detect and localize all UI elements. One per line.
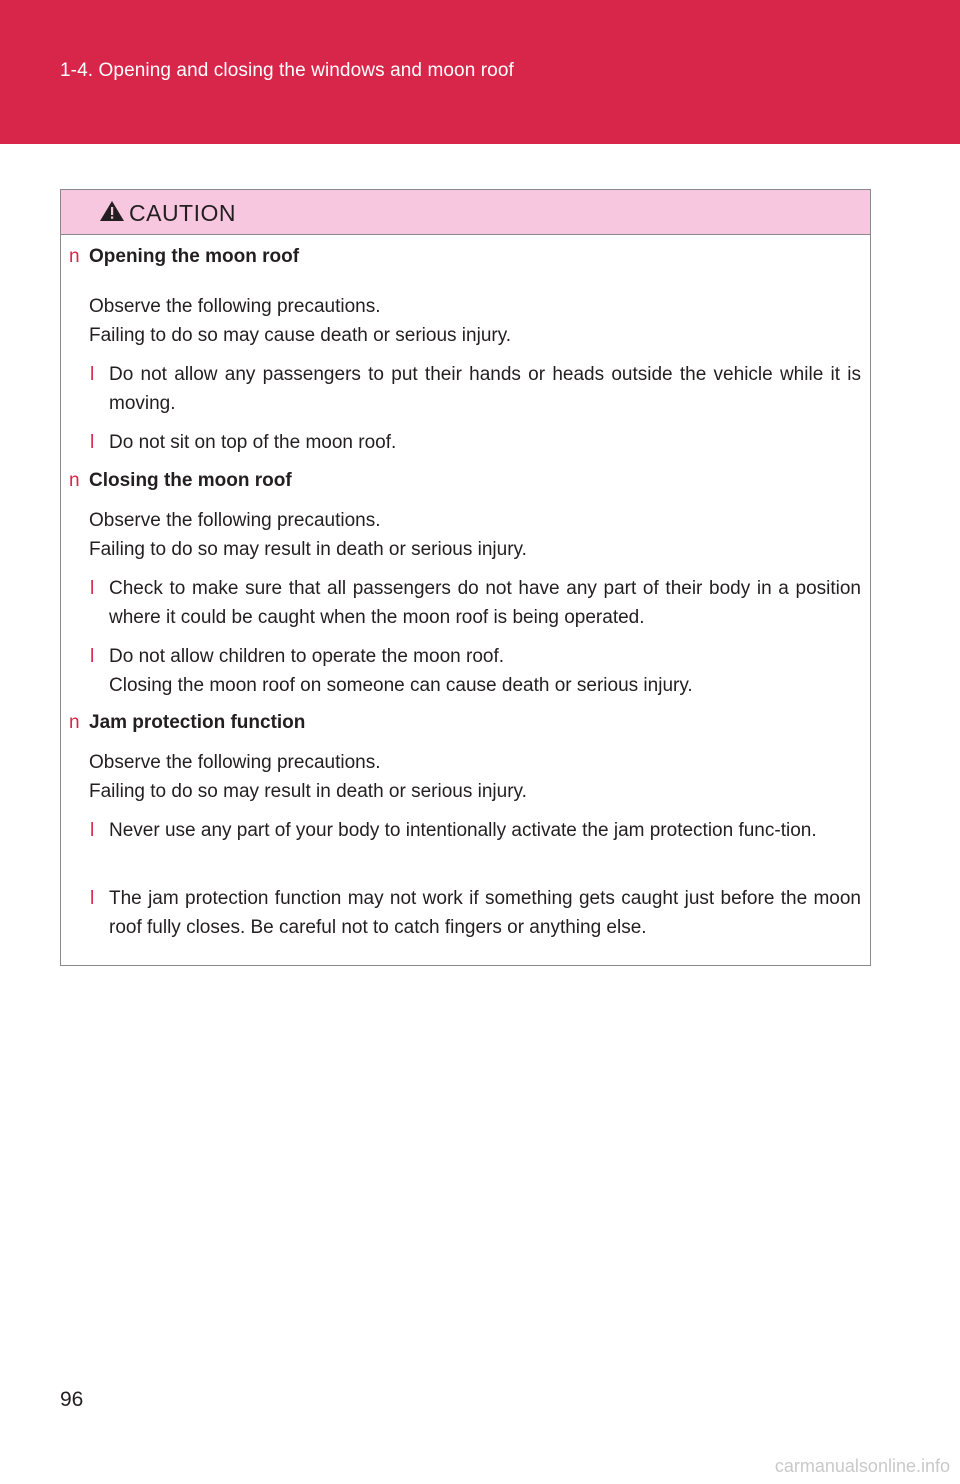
bullet-item: Do not allow children to operate the moon roof.	[109, 646, 505, 667]
watermark: carmanualsonline.info	[774, 1456, 950, 1476]
bullet-item: Do not allow any passengers to put their hands or heads outside the vehicle while it is moving.	[109, 364, 861, 414]
bullet-item: Do not sit on top of the moon roof.	[109, 432, 397, 453]
section-intro: Observe the following precautions.	[89, 296, 381, 317]
section-title-jam: Jam protection function	[89, 712, 306, 733]
section-intro: Failing to do so may result in death or serious injury.	[89, 781, 527, 802]
section-intro: Observe the following precautions.	[89, 752, 381, 773]
bullet-item-continuation: Closing the moon roof on someone can cause death or serious injury.	[109, 675, 693, 696]
bullet-item: Check to make sure that all passengers do not have any part of their body in a position where it could be caught when the moon roof is being operated.	[109, 578, 861, 628]
bullet-item: Never use any part of your body to intentionally activate the jam protection func-tion.	[109, 820, 817, 841]
warning-triangle-icon	[99, 200, 125, 222]
bullet-item: The jam protection function may not work if something gets caught just before the moon roof fully closes. Be careful not to catch fingers or anything else.	[109, 888, 861, 938]
section-intro: Failing to do so may result in death or serious injury.	[89, 539, 527, 560]
section-title-opening: Opening the moon roof	[89, 246, 300, 267]
caution-label: CAUTION	[129, 200, 236, 226]
section-marker: n	[69, 246, 80, 267]
section-intro: Observe the following precautions.	[89, 510, 381, 531]
bullet-marker: l	[90, 888, 95, 909]
section-title-closing: Closing the moon roof	[89, 470, 292, 491]
section-marker: n	[69, 712, 80, 733]
bullet-marker: l	[90, 820, 95, 841]
section-intro: Failing to do so may cause death or serious injury.	[89, 325, 512, 346]
section-title: 1-4. Opening and closing the windows and moon roof	[60, 60, 514, 81]
page-number: 96	[60, 1388, 84, 1411]
caution-box	[60, 189, 871, 966]
section-marker: n	[69, 470, 80, 491]
bullet-marker: l	[90, 432, 95, 453]
bullet-marker: l	[90, 578, 95, 599]
bullet-marker: l	[90, 364, 95, 385]
bullet-marker: l	[90, 646, 95, 667]
caution-header	[61, 190, 870, 235]
